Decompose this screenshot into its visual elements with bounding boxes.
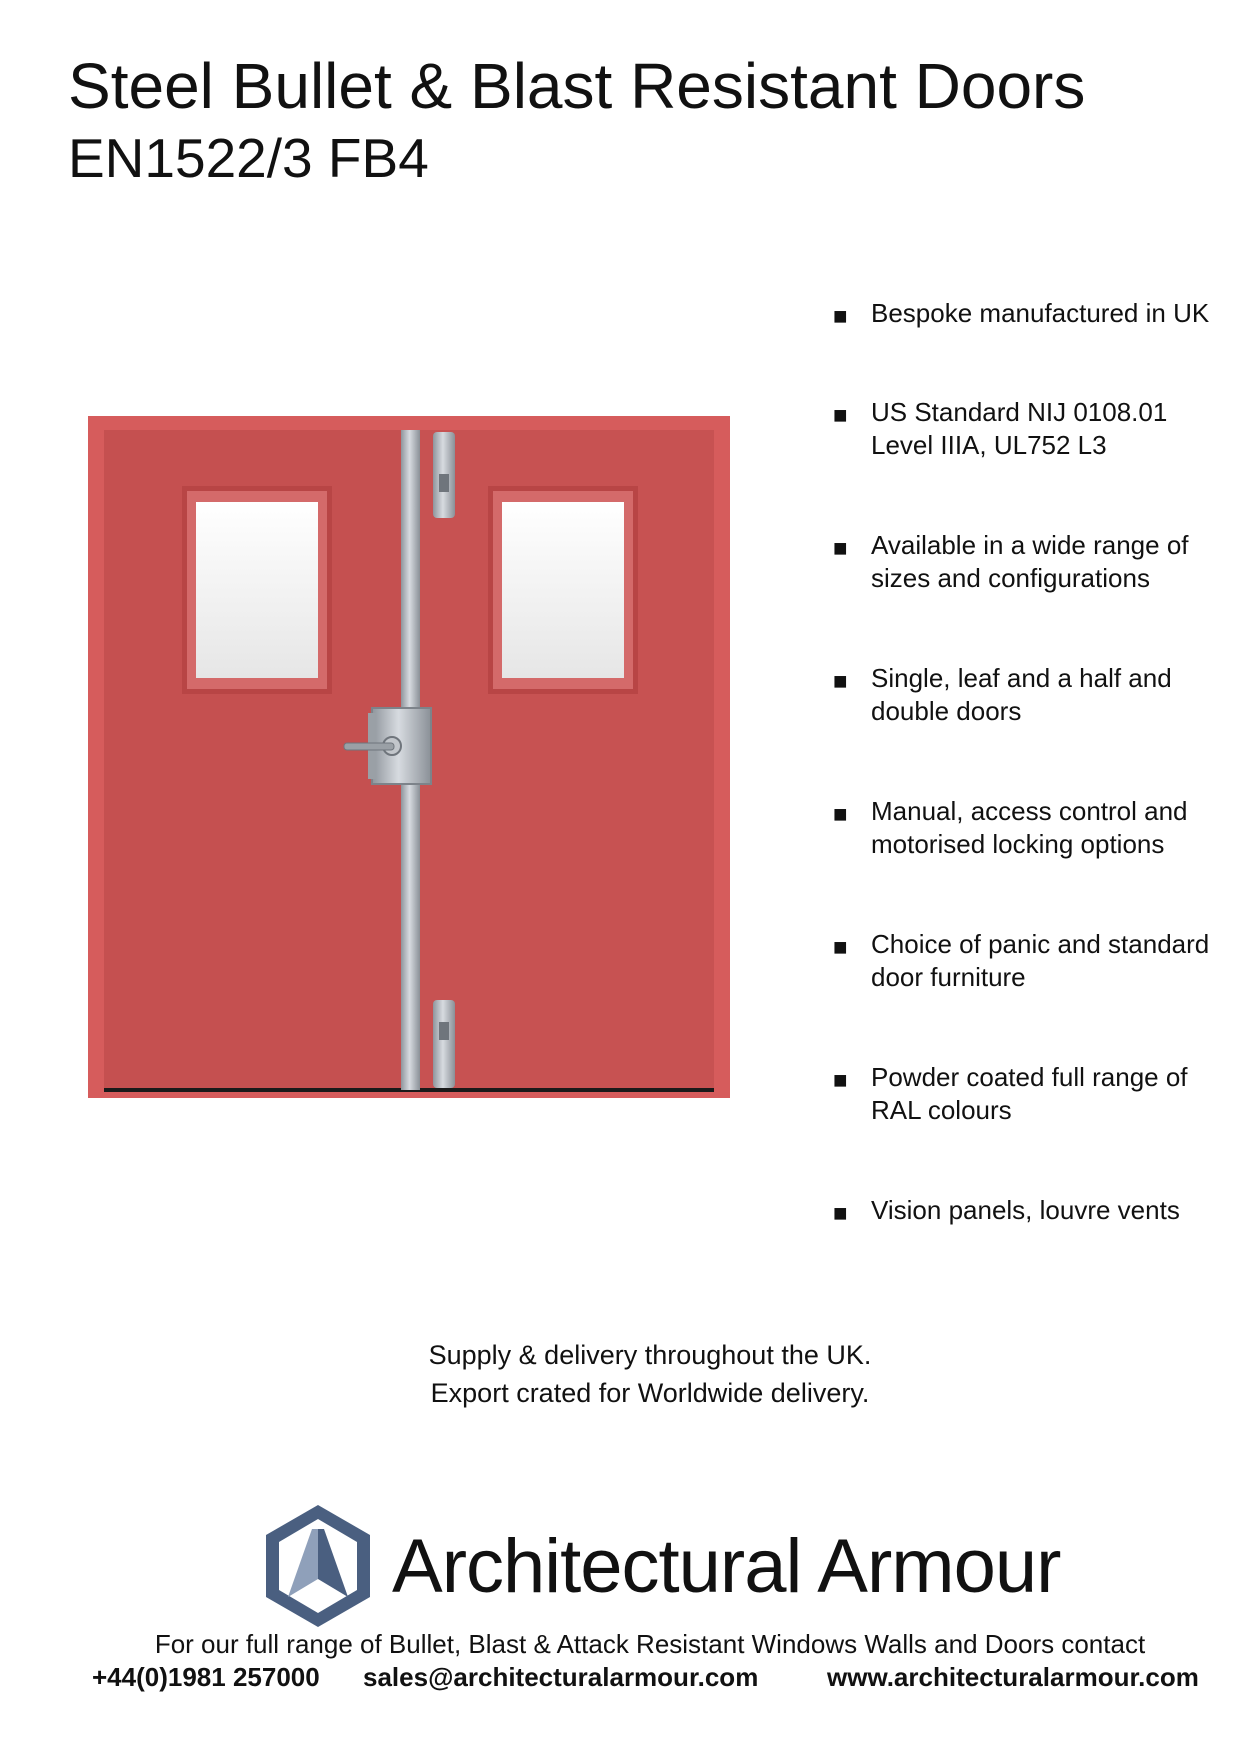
bullet-icon: ■ xyxy=(833,801,848,828)
feature-text: Vision panels, louvre vents xyxy=(871,1195,1180,1225)
feature-text: Choice of panic and standard door furniture xyxy=(871,929,1210,992)
feature-text: Manual, access control and motorised locking options xyxy=(871,796,1188,859)
bullet-icon: ■ xyxy=(833,1067,848,1094)
vision-panel-left-glass xyxy=(196,502,318,678)
bullet-icon: ■ xyxy=(833,535,848,562)
phone-number[interactable]: +44(0)1981 257000 xyxy=(92,1662,320,1692)
page-title: Steel Bullet & Blast Resistant Doors xyxy=(68,50,1086,122)
contact-intro: For our full range of Bullet, Blast & Attack Resistant Windows Walls and Doors contact xyxy=(154,1629,1146,1659)
double-door-illustration xyxy=(88,410,730,1098)
bullet-icon: ■ xyxy=(833,1200,848,1227)
lever-handle xyxy=(344,743,394,750)
delivery-line-uk: Supply & delivery throughout the UK. xyxy=(428,1340,872,1370)
feature-text: Available in a wide range of sizes and configurations xyxy=(871,530,1189,593)
vision-panel-right-glass xyxy=(502,502,624,678)
feature-text: Bespoke manufactured in UK xyxy=(871,298,1210,328)
feature-text: Powder coated full range of RAL colours xyxy=(871,1062,1188,1125)
email-link[interactable]: sales@architecturalarmour.com xyxy=(363,1662,759,1692)
page-subtitle: EN1522/3 FB4 xyxy=(68,127,429,189)
website-link[interactable]: www.architecturalarmour.com xyxy=(827,1662,1199,1692)
feature-text: Single, leaf and a half and double doors xyxy=(871,663,1172,726)
feature-text: US Standard NIJ 0108.01 Level IIIA, UL752 L3 xyxy=(871,397,1168,460)
bullet-icon: ■ xyxy=(833,934,848,961)
brand-logo-icon xyxy=(266,1505,370,1627)
bullet-icon: ■ xyxy=(833,668,848,695)
delivery-line-worldwide: Export crated for Worldwide delivery. xyxy=(430,1378,870,1408)
bullet-icon: ■ xyxy=(833,402,848,429)
bottom-bolt xyxy=(433,1000,455,1088)
brand-name: Architectural Armour xyxy=(392,1524,1061,1609)
bullet-icon: ■ xyxy=(833,303,848,330)
